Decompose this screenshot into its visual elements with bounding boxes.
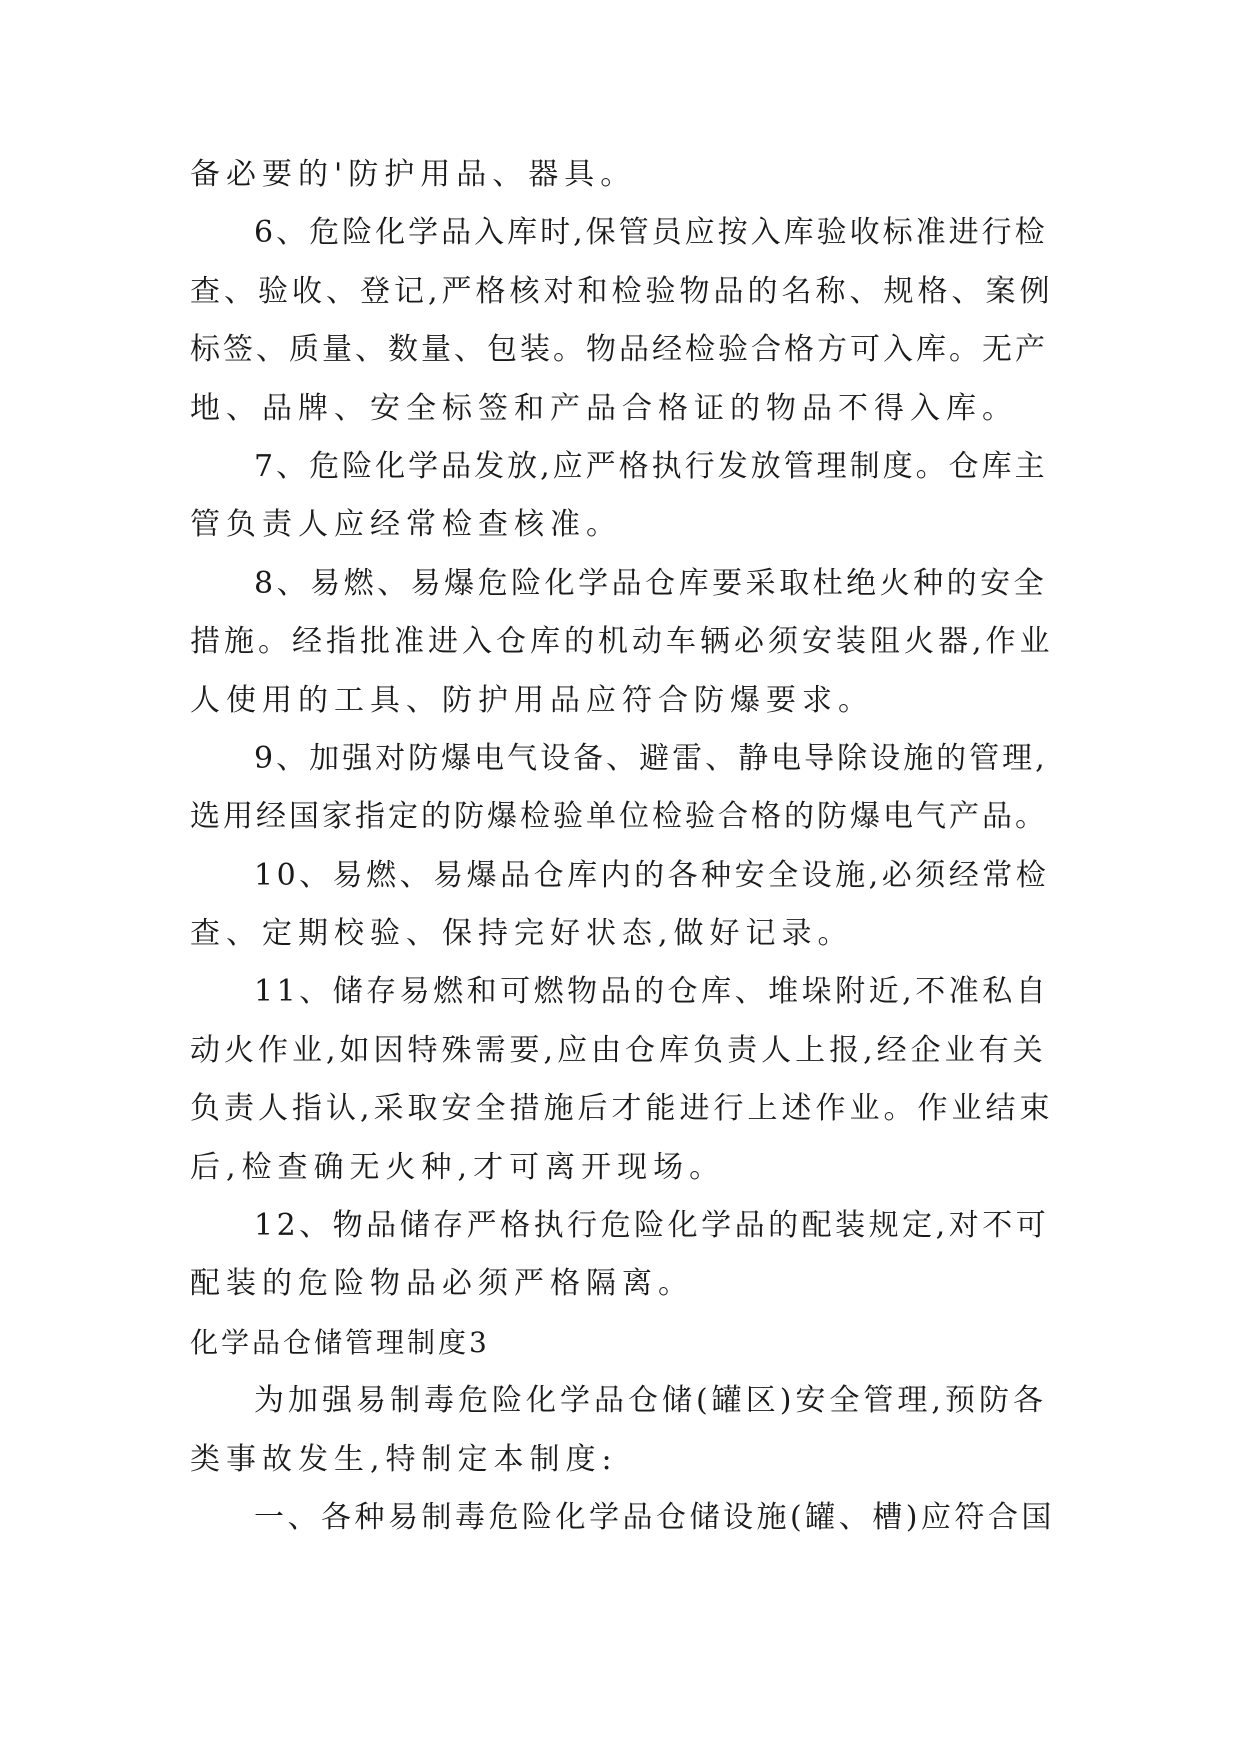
text-line: 措施。经指批准进入仓库的机动车辆必须安装阻火器,作业: [190, 624, 1054, 660]
text-line: 负责人指认,采取安全措施后才能进行上述作业。作业结束: [190, 1091, 1054, 1127]
text-line: 查、定期校验、保持完好状态,做好记录。: [190, 916, 854, 952]
text-line: 10、易燃、易爆品仓库内的各种安全设施,必须经常检: [254, 857, 1050, 893]
document-body: [190, 146, 1055, 1547]
text-line: 一、各种易制毒危险化学品仓储设施(罐、槽)应符合国: [254, 1499, 1055, 1535]
text-line: 9、加强对防爆电气设备、避雷、静电导除设施的管理,: [254, 740, 1048, 776]
text-line: 管负责人应经常检查核准。: [190, 507, 622, 543]
text-line: 人使用的工具、防护用品应符合防爆要求。: [190, 682, 874, 718]
text-line: 备必要的'防护用品、器具。: [190, 157, 637, 192]
text-line: 11、储存易燃和可燃物品的仓库、堆垛附近,不准私自: [254, 974, 1050, 1010]
text-line: 7、危险化学品发放,应严格执行发放管理制度。仓库主: [254, 448, 1048, 484]
text-line: 动火作业,如因特殊需要,应由仓库负责人上报,经企业有关: [190, 1032, 1047, 1068]
text-line: 为加强易制毒危险化学品仓储(罐区)安全管理,预防各: [254, 1383, 1047, 1419]
text-line: 查、验收、登记,严格核对和检验物品的名称、规格、案例: [190, 273, 1054, 309]
text-line: 后,检查确无火种,才可离开现场。: [190, 1149, 726, 1185]
section-heading: 化学品仓储管理制度3: [190, 1325, 490, 1359]
text-line: 地、品牌、安全标签和产品合格证的物品不得入库。: [190, 390, 1018, 426]
text-line: 标签、质量、数量、包装。物品经检验合格方可入库。无产: [190, 332, 1048, 368]
text-line: 6、危险化学品入库时,保管员应按入库验收标准进行检: [254, 215, 1048, 251]
text-line: 8、易燃、易爆危险化学品仓库要采取杜绝火种的安全: [254, 565, 1048, 601]
text-line: 配装的危险物品必须严格隔离。: [190, 1266, 694, 1302]
text-line: 12、物品储存严格执行危险化学品的配装规定,对不可: [254, 1208, 1050, 1244]
text-line: 选用经国家指定的防爆检验单位检验合格的防爆电气产品。: [190, 799, 1048, 835]
text-line: 类事故发生,特制定本制度:: [190, 1441, 618, 1477]
